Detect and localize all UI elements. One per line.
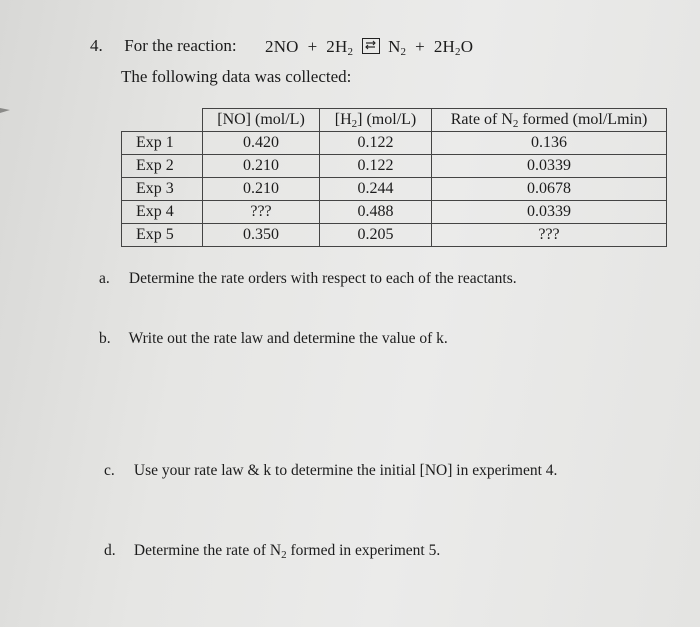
question-lead: For the reaction:	[124, 36, 237, 55]
exp-label: Exp 4	[122, 201, 203, 224]
h2-value: 0.244	[320, 178, 432, 201]
header-blank	[122, 109, 203, 132]
table-row	[122, 132, 667, 155]
part-a-text: Determine the rate orders with respect to each of the reactants.	[128, 270, 517, 287]
rate-value: 0.0339	[432, 155, 667, 178]
part-d-letter: d.	[104, 542, 116, 559]
exp-label: Exp 3	[122, 178, 203, 201]
h2-value: 0.122	[320, 132, 432, 155]
part-c-text: Use your rate law & k to determine the initial [NO] in experiment 4.	[133, 462, 558, 479]
exp-label: Exp 1	[122, 132, 203, 155]
no-value: 0.350	[203, 224, 320, 247]
table-row	[122, 178, 667, 201]
product-n2: $N_2$	[388, 37, 407, 58]
plus-sign-2: +	[415, 37, 425, 56]
table-header-row	[122, 109, 667, 132]
h2-value: 0.488	[320, 201, 432, 224]
header-no-conc: [NO] (mol/L)	[203, 109, 320, 132]
part-b-text: Write out the rate law and determine the value of k.	[128, 330, 448, 347]
rate-data-table	[121, 108, 667, 247]
part-a	[99, 270, 517, 288]
exp-label: Exp 2	[122, 155, 203, 178]
part-d-text: Determine the rate of $N_2$ formed in experiment 5.	[133, 542, 441, 561]
table-row	[122, 201, 667, 224]
exp-label: Exp 5	[122, 224, 203, 247]
part-a-letter: a.	[99, 270, 110, 287]
header-h2-conc: $[H_2]$ (mol/L)	[320, 109, 432, 132]
part-b-letter: b.	[99, 330, 111, 347]
rate-value: 0.136	[432, 132, 667, 155]
no-value: 0.210	[203, 155, 320, 178]
reactant-h2: $2H_2$	[326, 37, 354, 58]
page-edge-mark-icon	[0, 104, 14, 118]
part-d	[104, 542, 440, 560]
rate-value: ???	[432, 224, 667, 247]
no-value: ???	[203, 201, 320, 224]
part-c	[104, 462, 557, 480]
reactant-no: 2NO	[265, 37, 299, 56]
h2-value: 0.205	[320, 224, 432, 247]
part-b	[99, 330, 448, 348]
data-intro: The following data was collected:	[121, 67, 352, 86]
table-row	[122, 224, 667, 247]
no-value: 0.210	[203, 178, 320, 201]
table-row	[122, 155, 667, 178]
equilibrium-box-icon	[362, 38, 380, 54]
question-number: 4.	[90, 36, 103, 55]
rate-value: 0.0339	[432, 201, 667, 224]
no-value: 0.420	[203, 132, 320, 155]
rate-value: 0.0678	[432, 178, 667, 201]
question-header	[90, 36, 237, 56]
reaction-equation	[265, 37, 473, 57]
header-rate: Rate of $N_2$ formed (mol/Lmin)	[432, 109, 667, 132]
product-h2o: $2H_2O$	[433, 37, 474, 58]
h2-value: 0.122	[320, 155, 432, 178]
part-c-letter: c.	[104, 462, 115, 479]
plus-sign: +	[307, 37, 318, 56]
